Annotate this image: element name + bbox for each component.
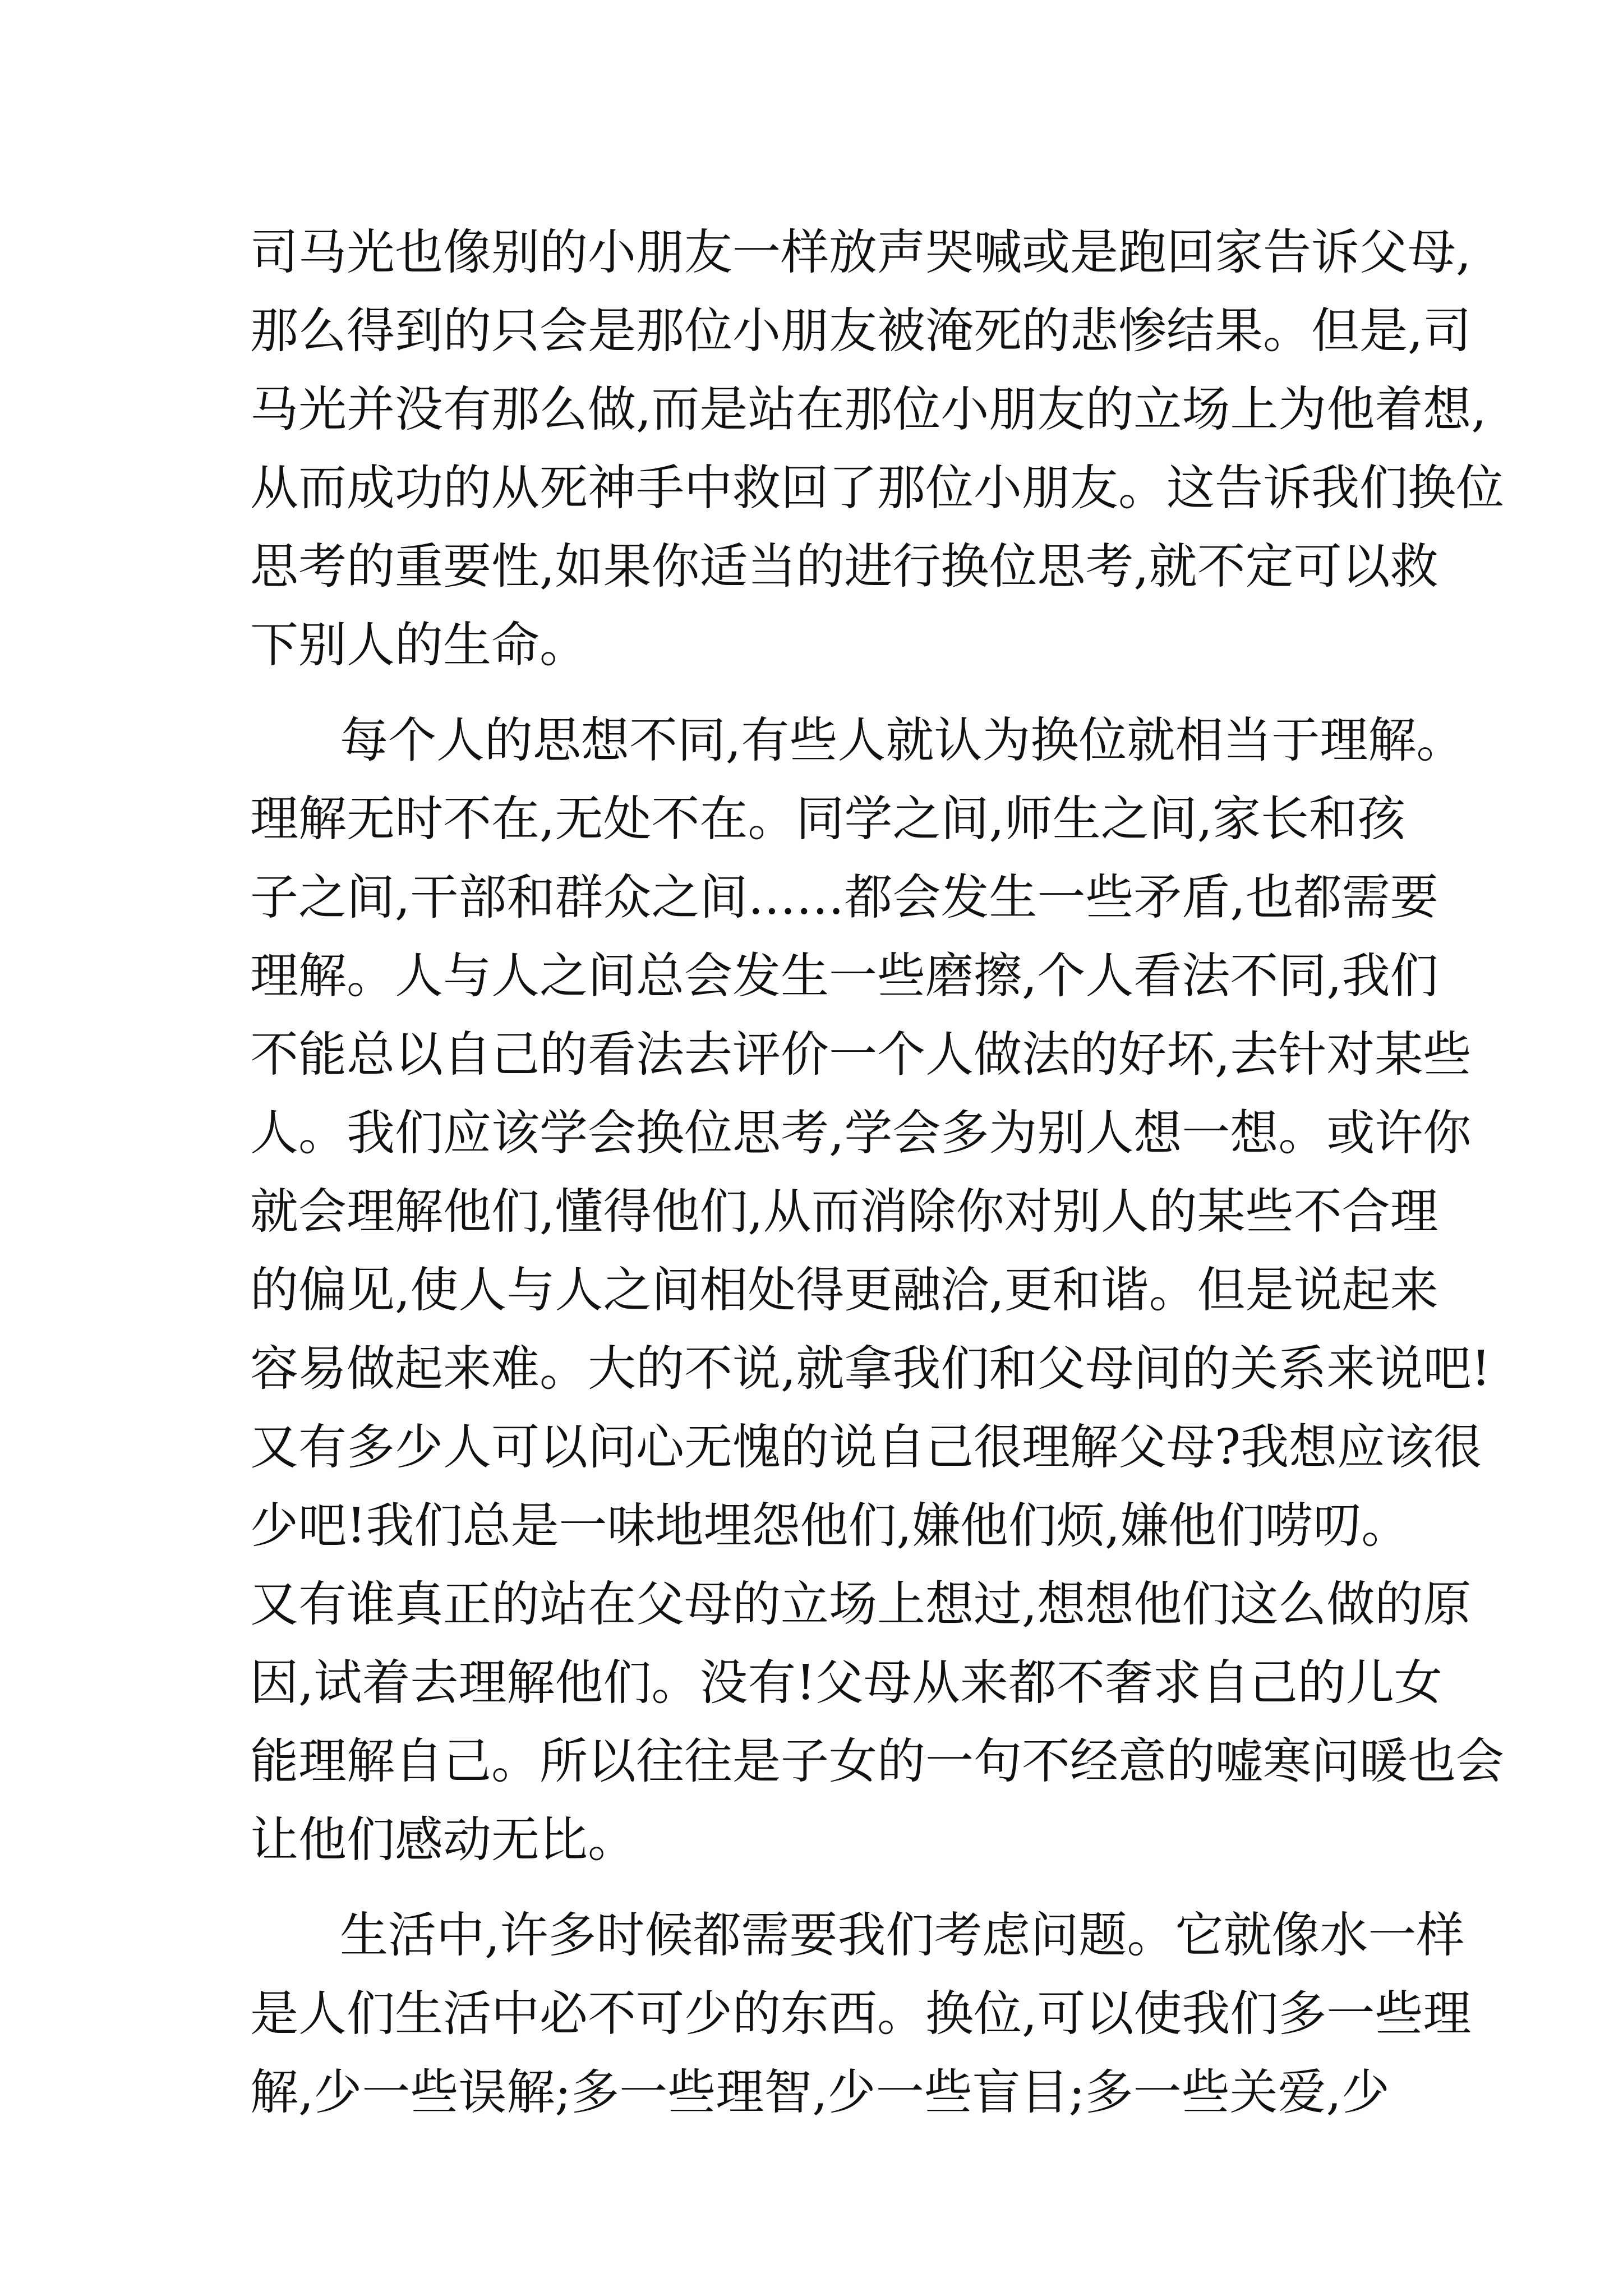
text-line: 的偏见,使人与人之间相处得更融洽,更和谐。但是说起来 (250, 1262, 1438, 1318)
paragraph-first-line: 每个人的思想不同,有些人就认为换位就相当于理解。 (340, 712, 1465, 769)
text-line: 那么得到的只会是那位小朋友被淹死的悲惨结果。但是,司 (250, 303, 1472, 359)
text-line: 解,少一些误解;多一些理智,少一些盲目;多一些关爱,少 (250, 2064, 1390, 2120)
text-line: 马光并没有那么做,而是站在那位小朋友的立场上为他着想, (250, 381, 1487, 438)
paragraph-first-line: 生活中,许多时候都需要我们考虑问题。它就像水一样 (340, 1907, 1465, 1963)
text-line: 容易做起来难。大的不说,就拿我们和父母间的关系来说吧! (250, 1341, 1491, 1397)
text-line: 理解无时不在,无处不在。同学之间,师生之间,家长和孩 (250, 791, 1406, 847)
text-line: 是人们生活中必不可少的东西。换位,可以使我们多一些理 (250, 1986, 1472, 2042)
text-line: 就会理解他们,懂得他们,从而消除你对别人的某些不合理 (250, 1184, 1438, 1240)
text-line: 因,试着去理解他们。没有!父母从来都不奢求自己的儿女 (250, 1655, 1442, 1711)
text-line: 从而成功的从死神手中救回了那位小朋友。这告诉我们换位 (250, 460, 1504, 516)
text-line: 人。我们应该学会换位思考,学会多为别人想一想。或许你 (250, 1105, 1472, 1161)
text-line: 能理解自己。所以往往是子女的一句不经意的嘘寒问暖也会 (250, 1733, 1504, 1789)
text-line: 理解。人与人之间总会发生一些磨擦,个人看法不同,我们 (250, 948, 1438, 1004)
text-line: 又有谁真正的站在父母的立场上想过,想想他们这么做的原 (250, 1576, 1472, 1632)
text-line: 司马光也像别的小朋友一样放声哭喊或是跑回家告诉父母, (250, 224, 1472, 280)
text-line: 思考的重要性,如果你适当的进行换位思考,就不定可以救 (250, 539, 1438, 595)
text-line: 子之间,干部和群众之间……都会发生一些矛盾,也都需要 (250, 869, 1438, 926)
text-line: 又有多少人可以问心无愧的说自己很理解父母?我想应该很 (250, 1419, 1482, 1475)
text-line: 让他们感动无比。 (250, 1812, 636, 1868)
text-line: 少吧!我们总是一味地埋怨他们,嫌他们烦,嫌他们唠叨。 (250, 1498, 1410, 1554)
document-body (250, 213, 1504, 2132)
text-line: 下别人的生命。 (250, 617, 588, 673)
text-line: 不能总以自己的看法去评价一个人做法的好坏,去针对某些 (250, 1027, 1472, 1083)
